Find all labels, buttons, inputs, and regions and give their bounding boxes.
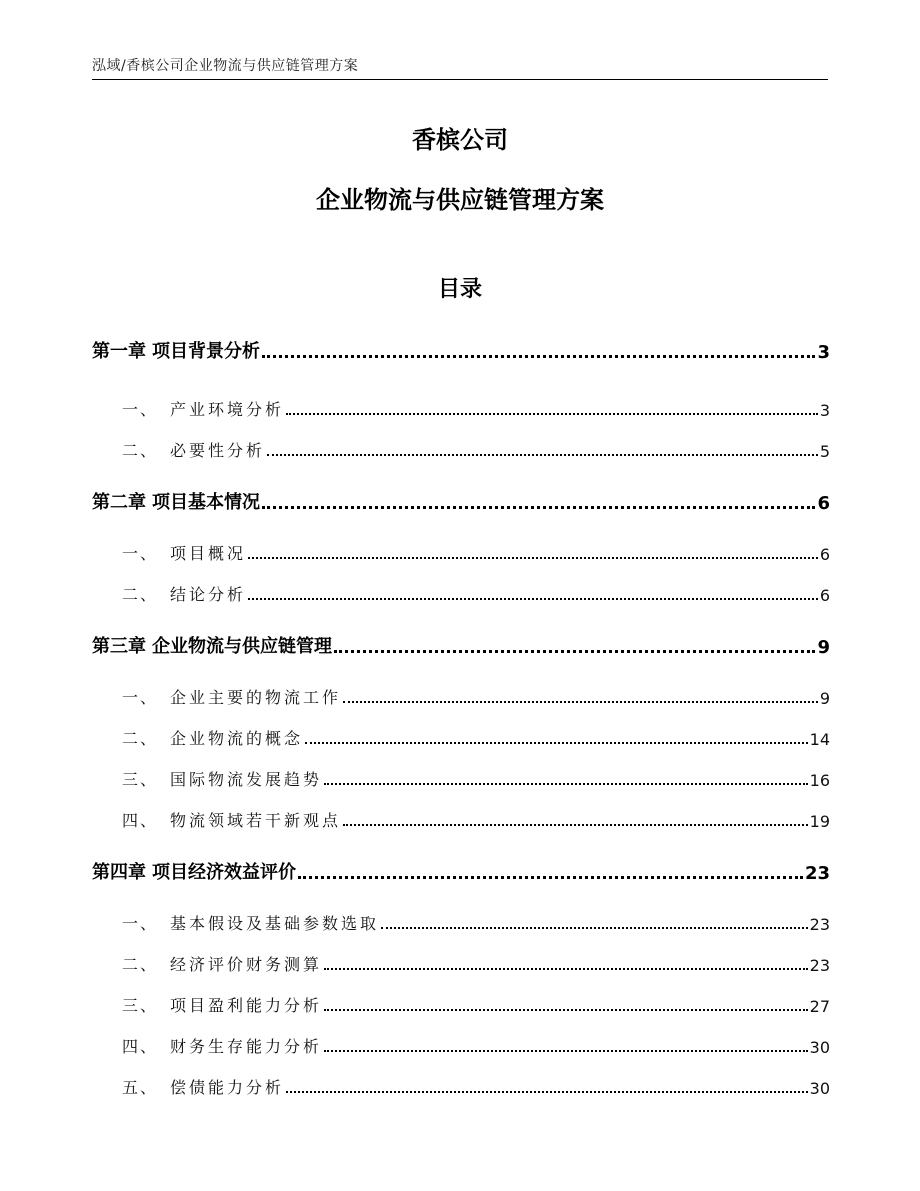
- toc-entry-number: 四、: [122, 1037, 159, 1056]
- toc-entry-label: 企业物流的概念: [170, 729, 304, 748]
- toc-entry-label: 产业环境分析: [170, 400, 285, 419]
- toc-dot-leader: [324, 968, 808, 970]
- toc-entry-number: 三、: [122, 996, 159, 1015]
- toc-page-number: 23: [809, 915, 830, 934]
- toc-entry-number: 二、: [122, 729, 159, 748]
- toc-dot-leader: [324, 1050, 808, 1052]
- toc-entry-label: 项目盈利能力分析: [170, 996, 323, 1015]
- toc-page-number: 9: [817, 637, 830, 658]
- toc-dot-leader: [286, 413, 818, 415]
- document-title: 企业物流与供应链管理方案: [316, 186, 604, 214]
- toc-entry-number: 五、: [122, 1078, 159, 1097]
- toc-chapter-entry[interactable]: [92, 488, 830, 514]
- toc-entry-number: 一、: [122, 914, 159, 933]
- toc-entry-number: 第三章: [92, 636, 146, 657]
- toc-dot-leader: [324, 1009, 808, 1011]
- toc-page-number: 19: [809, 812, 830, 831]
- toc-page-number: 9: [819, 689, 830, 708]
- toc-section-entry[interactable]: [92, 952, 830, 975]
- toc-dot-leader: [248, 557, 818, 559]
- toc-section-entry[interactable]: [92, 911, 830, 934]
- toc-section-entry[interactable]: [92, 397, 830, 420]
- toc-entry-number: 三、: [122, 770, 159, 789]
- toc-page-number: 6: [819, 586, 830, 605]
- toc-entry-label: 项目基本情况: [152, 492, 260, 513]
- toc-entry-label: 项目背景分析: [152, 341, 260, 362]
- toc-entry-label: 经济评价财务测算: [170, 955, 323, 974]
- toc-page-number: 23: [809, 956, 830, 975]
- toc-section-entry[interactable]: [92, 1075, 830, 1098]
- toc-entry-number: 一、: [122, 544, 159, 563]
- toc-chapter-entry[interactable]: [92, 858, 830, 884]
- toc-dot-leader: [262, 506, 815, 509]
- toc-page-number: 27: [809, 997, 830, 1016]
- toc-dot-leader: [298, 876, 803, 879]
- toc-chapter-entry[interactable]: [92, 632, 830, 658]
- toc-section-entry[interactable]: [92, 767, 830, 790]
- toc-chapter-entry[interactable]: [92, 337, 830, 363]
- toc-dot-leader: [262, 355, 815, 358]
- toc-page-number: 6: [819, 545, 830, 564]
- toc-entry-label: 项目概况: [170, 544, 247, 563]
- toc-entry-label: 企业主要的物流工作: [170, 688, 342, 707]
- toc-dot-leader: [343, 824, 808, 826]
- toc-page-number: 30: [809, 1038, 830, 1057]
- toc-dot-leader: [343, 701, 818, 703]
- toc-section-entry[interactable]: [92, 582, 830, 605]
- toc-page-number: 30: [809, 1079, 830, 1098]
- toc-dot-leader: [334, 650, 815, 653]
- toc-entry-label: 物流领域若干新观点: [170, 811, 342, 830]
- toc-section-entry[interactable]: [92, 1034, 830, 1057]
- toc-entry-number: 第四章: [92, 862, 146, 883]
- toc-heading: 目录: [437, 277, 482, 302]
- toc-entry-number: 四、: [122, 811, 159, 830]
- toc-section-entry[interactable]: [92, 685, 830, 708]
- toc-page-number: 5: [819, 442, 830, 461]
- toc-page-number: 16: [809, 771, 830, 790]
- toc-entry-number: 一、: [122, 688, 159, 707]
- toc-entry-label: 财务生存能力分析: [170, 1037, 323, 1056]
- running-header: 泓域/香槟公司企业物流与供应链管理方案: [92, 58, 359, 74]
- toc-section-entry[interactable]: [92, 726, 830, 749]
- toc-entry-label: 项目经济效益评价: [152, 862, 296, 883]
- toc-entry-number: 二、: [122, 441, 159, 460]
- toc-entry-label: 国际物流发展趋势: [170, 770, 323, 789]
- toc-entry-number: 第一章: [92, 341, 146, 362]
- toc-entry-label: 必要性分析: [170, 441, 266, 460]
- company-title: 香槟公司: [412, 126, 508, 154]
- toc-entry-number: 二、: [122, 585, 159, 604]
- toc-dot-leader: [248, 598, 818, 600]
- toc-entry-number: 一、: [122, 400, 159, 419]
- toc-entry-label: 结论分析: [170, 585, 247, 604]
- toc-section-entry[interactable]: [92, 808, 830, 831]
- toc-section-entry[interactable]: [92, 993, 830, 1016]
- toc-dot-leader: [286, 1091, 808, 1093]
- toc-dot-leader: [305, 742, 808, 744]
- toc-page-number: 23: [804, 863, 830, 884]
- header-rule: [92, 79, 828, 80]
- toc-dot-leader: [381, 927, 808, 929]
- toc-dot-leader: [267, 454, 818, 456]
- toc-entry-label: 基本假设及基础参数选取: [170, 914, 380, 933]
- toc-section-entry[interactable]: [92, 541, 830, 564]
- toc-entry-label: 偿债能力分析: [170, 1078, 285, 1097]
- toc-section-entry[interactable]: [92, 438, 830, 461]
- toc-page-number: 3: [819, 401, 830, 420]
- toc-page-number: 6: [817, 493, 830, 514]
- toc-entry-label: 企业物流与供应链管理: [152, 636, 332, 657]
- toc-page-number: 14: [809, 730, 830, 749]
- toc-page-number: 3: [817, 342, 830, 363]
- toc-entry-number: 第二章: [92, 492, 146, 513]
- toc-dot-leader: [324, 783, 808, 785]
- toc-entry-number: 二、: [122, 955, 159, 974]
